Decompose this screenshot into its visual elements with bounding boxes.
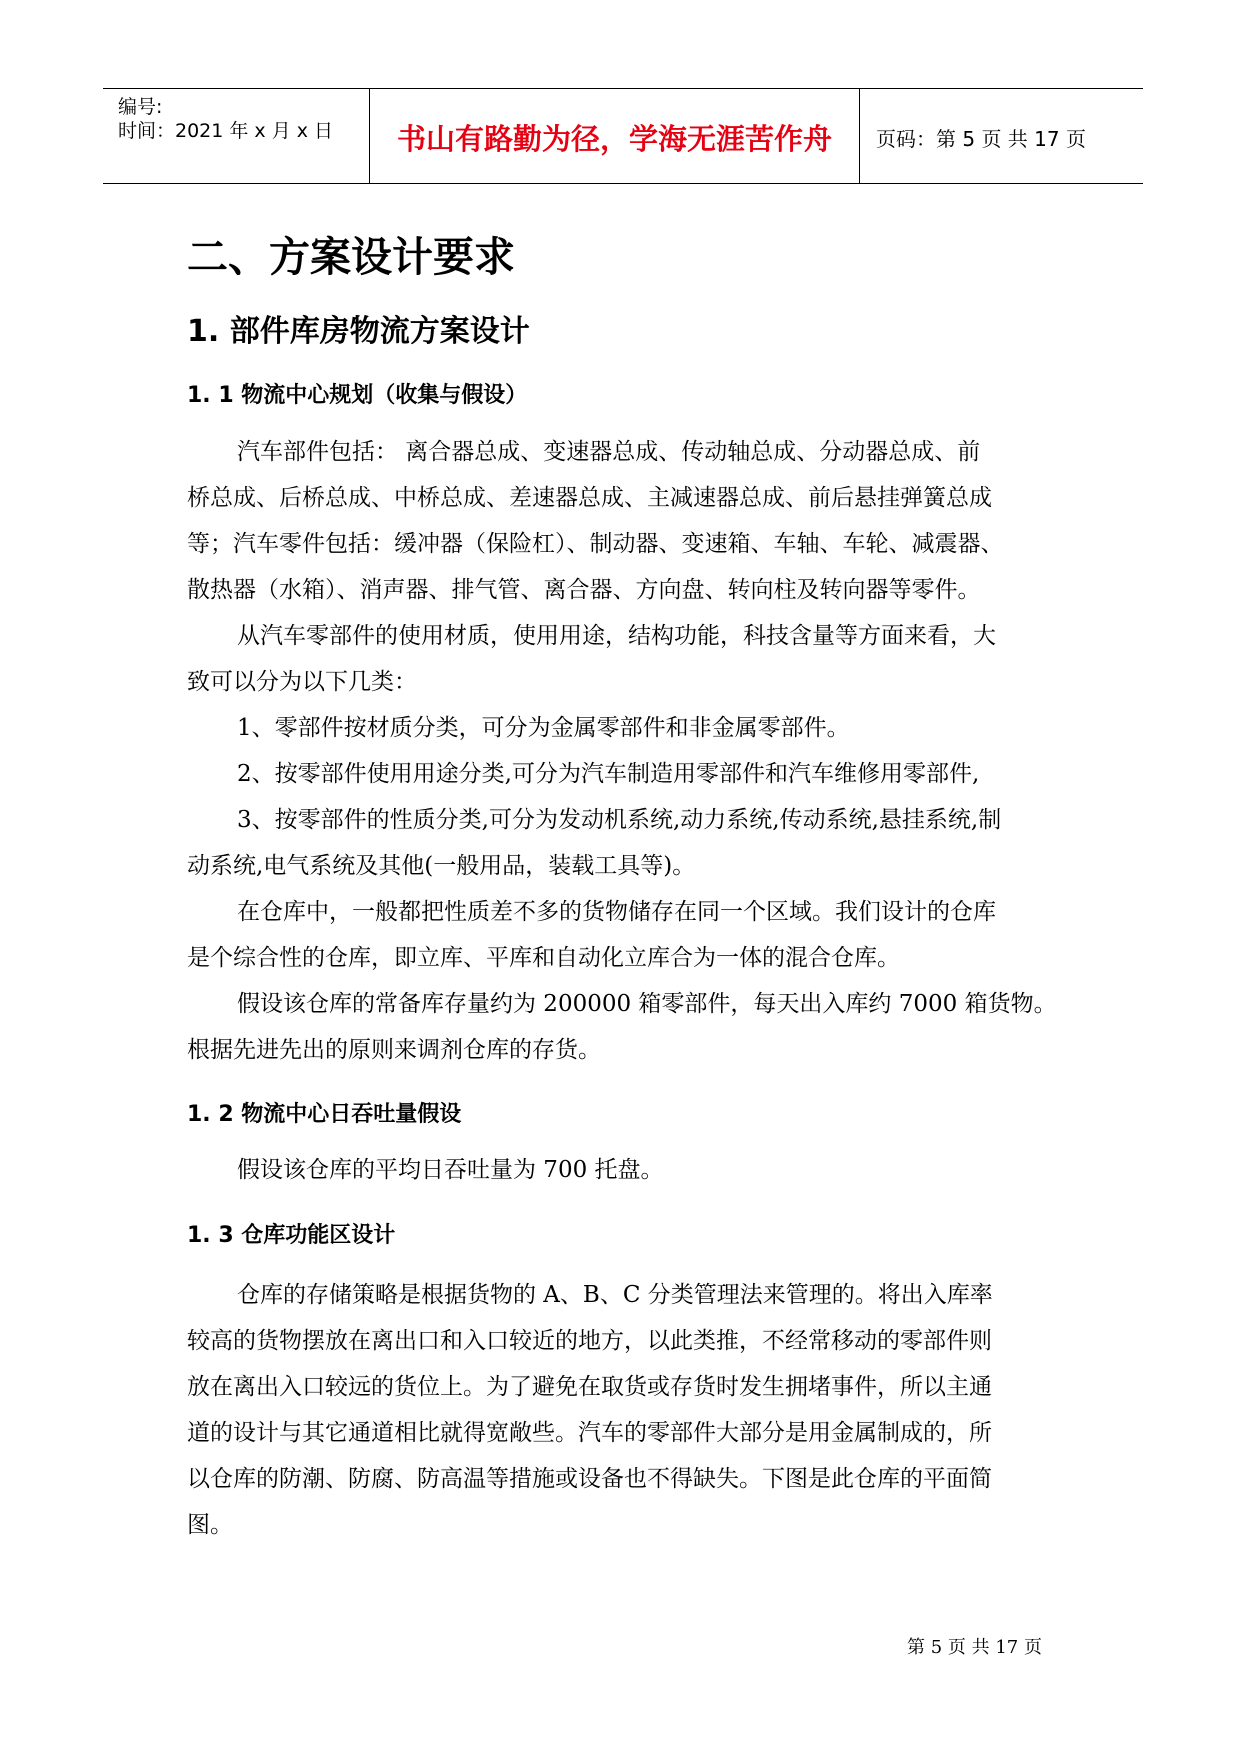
subsection-heading-1-1: 1. 1 物流中心规划（收集与假设）	[187, 383, 528, 408]
paragraph-line: 汽车部件包括： 离合器总成、变速器总成、传动轴总成、分动器总成、前	[237, 439, 981, 465]
list-item: 3、按零部件的性质分类,可分为发动机系统,动力系统,传动系统,悬挂系统,制	[237, 807, 1002, 833]
document-number-label: 编号:	[118, 96, 163, 118]
header-right-cell	[860, 89, 1143, 183]
paragraph-line: 散热器（水箱）、消声器、排气管、离合器、方向盘、转向柱及转向器等零件。	[187, 577, 981, 603]
paragraph-line: 假设该仓库的平均日吞吐量为 700 托盘。	[237, 1157, 664, 1183]
header-motto: 书山有路勤为径，学海无涯苦作舟	[396, 122, 832, 156]
paragraph-line: 等；汽车零件包括：缓冲器（保险杠）、制动器、变速箱、车轴、车轮、减震器、	[187, 531, 1004, 557]
paragraph-line: 桥总成、后桥总成、中桥总成、差速器总成、主减速器总成、前后悬挂弹簧总成	[187, 485, 992, 511]
paragraph-line: 放在离出入口较远的货位上。为了避免在取货或存货时发生拥堵事件，所以主通	[187, 1374, 992, 1400]
paragraph-line: 图。	[187, 1512, 233, 1538]
page-header	[103, 88, 1143, 184]
list-item: 2、按零部件使用用途分类,可分为汽车制造用零部件和汽车维修用零部件,	[237, 761, 980, 787]
paragraph-line: 仓库的存储策略是根据货物的 A、B、C 分类管理法来管理的。将出入库率	[237, 1282, 993, 1308]
paragraph-line: 道的设计与其它通道相比就得宽敞些。汽车的零部件大部分是用金属制成的，所	[187, 1420, 992, 1446]
paragraph-line: 假设该仓库的常备库存量约为 200000 箱零部件，每天出入库约 7000 箱货物。	[237, 991, 1057, 1017]
paragraph-line: 在仓库中，一般都把性质差不多的货物储存在同一个区域。我们设计的仓库	[237, 899, 996, 925]
paragraph-line: 是个综合性的仓库，即立库、平库和自动化立库合为一体的混合仓库。	[187, 945, 900, 971]
header-page-info: 页码：第 5 页 共 17 页	[876, 127, 1086, 151]
paragraph-line: 从汽车零部件的使用材质，使用用途，结构功能，科技含量等方面来看，大	[237, 623, 996, 649]
paragraph-line: 致可以分为以下几类：	[187, 669, 417, 695]
header-left-cell	[103, 89, 370, 183]
document-time-label: 时间：2021 年 x 月 x 日	[118, 120, 334, 142]
paragraph-line: 较高的货物摆放在离出口和入口较近的地方，以此类推，不经常移动的零部件则	[187, 1328, 992, 1354]
subsection-heading-1-3: 1. 3 仓库功能区设计	[187, 1223, 396, 1248]
paragraph-line: 根据先进先出的原则来调剂仓库的存货。	[187, 1037, 601, 1063]
header-middle-cell	[370, 89, 860, 183]
page-footer-number: 第 5 页 共 17 页	[907, 1637, 1042, 1658]
list-item-continued: 动系统,电气系统及其他(一般用品，装载工具等)。	[187, 853, 696, 879]
paragraph-line: 以仓库的防潮、防腐、防高温等措施或设备也不得缺失。下图是此仓库的平面简	[187, 1466, 992, 1492]
subsection-heading-1-2: 1. 2 物流中心日吞吐量假设	[187, 1102, 462, 1127]
section-heading-1: 1. 部件库房物流方案设计	[187, 314, 530, 349]
chapter-title: 二、方案设计要求	[187, 233, 515, 281]
list-item: 1、零部件按材质分类，可分为金属零部件和非金属零部件。	[237, 715, 850, 741]
